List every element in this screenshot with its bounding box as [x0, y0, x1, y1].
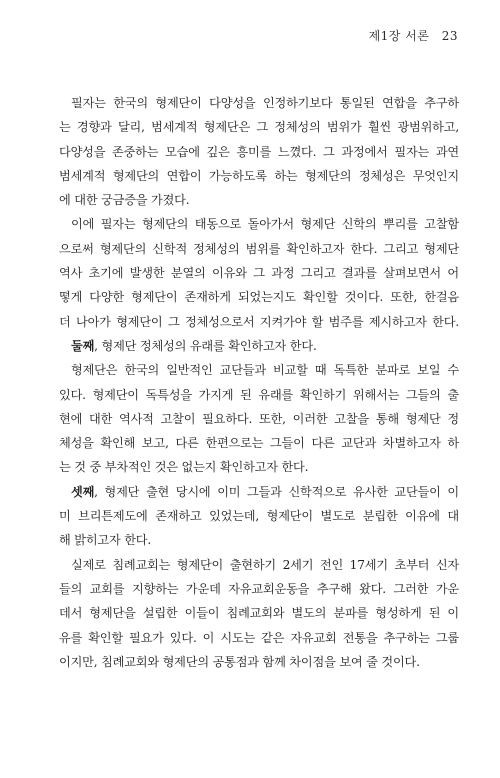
body-line: 필자는 한국의 형제단이 다양성을 인정하기보다 통일된 연합을 추구하: [71, 96, 459, 110]
lead-word: 셋째: [71, 484, 95, 499]
body-line: 역사 초기에 발생한 분열의 이유와 그 과정 그리고 결과를 살펴보면서 어: [59, 266, 459, 281]
body-line: 미 브리튼제도에 존재하고 있었는데, 형제단이 별도로 분립한 이유에 대: [59, 509, 459, 524]
body-line: 형제단은 한국의 일반적인 교단들과 비교할 때 독특한 분파로 보일 수: [71, 363, 459, 378]
body-line: 범세계적 형제단의 연합이 가능하도록 하는 형제단의 정체성은 무엇인지: [59, 168, 459, 183]
body-text: [59, 91, 459, 674]
body-line: 는 경향과 달리, 범세계적 형제단은 그 정체성의 범위가 훨씬 광범위하고,: [59, 120, 459, 135]
section-lead-line: [59, 334, 459, 358]
body-line: 더 나아가 형제단이 그 정체성으로서 지켜가야 할 범주를 제시하고자 한다.: [59, 314, 459, 329]
body-line: 있다. 형제단이 독특성을 가지게 된 유래를 확인하기 위해서는 그들의 출: [59, 387, 459, 402]
body-line: 해 밝히고자 한다.: [59, 533, 152, 548]
body-line-text: , 형제단 출현 당시에 이미 그들과 신학적으로 유사한 교단들이 이: [94, 484, 459, 499]
body-line: 으로써 형제단의 신학적 정체성의 범위를 확인하고자 한다. 그리고 형제단: [59, 241, 459, 256]
lead-word: 둘째: [71, 338, 95, 353]
body-line: 데서 형제단을 설립한 이들이 침례교회와 별도의 분파를 형성하게 된 이: [59, 606, 459, 621]
body-line: 체성을 확인해 보고, 다른 한편으로는 그들이 다른 교단과 차별하고자 하: [59, 436, 459, 451]
body-line: 실제로 침례교회는 형제단이 출현하기 2세기 전인 17세기 초부터 신자: [71, 557, 459, 572]
body-line: 이에 필자는 형제단의 태동으로 돌아가서 형제단 신학의 뿌리를 고찰함: [71, 217, 459, 232]
body-line: 이지만, 침례교회와 형제단의 공통점과 함께 차이점을 보여 줄 것이다.: [59, 654, 420, 669]
section-lead-line: [59, 480, 459, 504]
body-line: 에 대한 궁금증을 가졌다.: [59, 193, 190, 208]
body-line-text: , 형제단 정체성의 유래를 확인하고자 한다.: [94, 338, 317, 353]
page-number: 23: [441, 29, 458, 43]
body-line: 떻게 다양한 형제단이 존재하게 되었는지도 확인할 것이다. 또한, 한걸음: [59, 290, 459, 305]
body-line: 들의 교회를 지향하는 가운데 자유교회운동을 추구해 왔다. 그러한 가운: [59, 581, 459, 596]
body-line: 유를 확인할 필요가 있다. 이 시도는 같은 자유교회 전통을 추구하는 그룹: [59, 630, 459, 645]
body-line: 다양성을 존중하는 모습에 깊은 흥미를 느꼈다. 그 과정에서 필자는 과연: [59, 144, 459, 159]
chapter-title: 제1장 서론: [368, 29, 430, 43]
running-header: [369, 27, 458, 44]
body-line: 현에 대한 역사적 고찰이 필요하다. 또한, 이러한 고찰을 통해 형제단 정: [59, 411, 459, 426]
body-line: 는 것 중 부차적인 것은 없는지 확인하고자 한다.: [59, 460, 309, 475]
